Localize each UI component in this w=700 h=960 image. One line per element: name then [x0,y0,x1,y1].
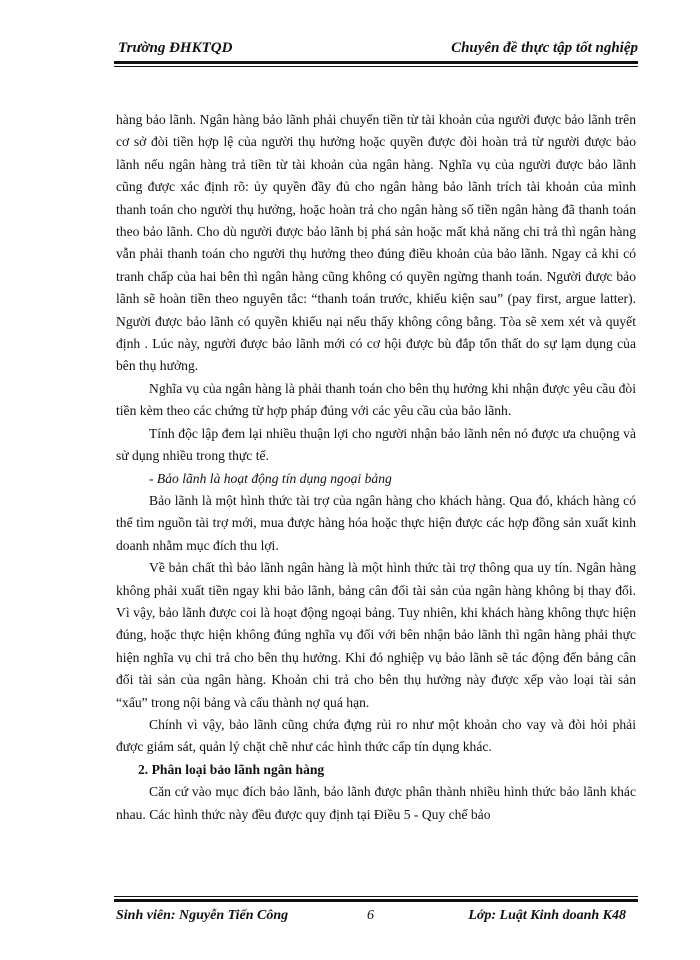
header-school: Trường ĐHKTQD [118,40,233,56]
page-number: 6 [367,908,374,923]
subheading-off-balance: - Bảo lãnh là hoạt động tín dụng ngoại bảng [149,470,392,486]
footer-student: Sinh viên: Nguyễn Tiến Công [116,908,289,923]
paragraph-classification: Căn cứ vào mục đích bảo lãnh, bảo lãnh được phân thành nhiều hình thức bảo lãnh khác nhau. Các hình thức này đều được quy định tại Điều 5 - Quy chế bảo [116,784,636,822]
page-header [114,38,638,60]
paragraph-independence: Tính độc lập đem lại nhiều thuận lợi cho người nhận bảo lãnh nên nó được ưa chuộng và sử dụng nhiều trong thực tế. [116,425,636,464]
page-body [116,109,636,826]
page-footer [114,905,638,927]
paragraph-nature: Về bản chất thì bảo lãnh ngân hàng là một hình thức tài trợ thông qua uy tín. Ngân hàng không phải xuất tiền ngay khi bảo lãnh, bảng cân đối tài sản của ngân hàng không bị thay đổi. Vì vậy, bảo lãnh được coi là hoạt động ngoại bảng. Tuy nhiên, khi khách hàng không thực hiện đúng, hoặc thực hiện không đúng nghĩa vụ đối với bên nhận bảo lãnh thì ngân hàng phải thực hiện nghĩa vụ chi trả cho bên thụ hưởng. Khi đó nghiệp vụ bảo lãnh sẽ tác động đến bảng cân đối tài sản của ngân hàng. Khoản chi trả cho bên thụ hưởng này được xếp vào loại tài sản “xấu” trong nội bảng và cấu thành nợ quá hạn. [116,560,636,710]
paragraph-risk: Chính vì vậy, bảo lãnh cũng chứa đựng rủi ro như một khoản cho vay và đòi hỏi phải được giám sát, quản lý chặt chẽ như các hình thức cấp tín dụng khác. [116,716,636,755]
header-rule-thick [114,61,638,64]
footer-rule-thin [114,896,638,897]
paragraph-continuation: hàng bảo lãnh. Ngân hàng bảo lãnh phải chuyển tiền từ tài khoản của người được bảo lãnh trên cơ sở đòi tiền hợp lệ của người thụ hưởng hoặc quyền được đòi hoàn trả từ người được bảo lãnh nếu ngân hàng trả tiền từ tài khoản của ngân hàng. Nghĩa vụ của người được bảo lãnh cũng được xác định rõ: ủy quyền đầy đủ cho ngân hàng bảo lãnh trích tài khoản của mình thanh toán cho người thụ hưởng, hoặc hoàn trả cho ngân hàng số tiền ngân hàng đã thanh toán theo bảo lãnh. Cho dù người được bảo lãnh bị phá sản hoặc mất khả năng chi trả thì ngân hàng vẫn phải thanh toán cho người thụ hưởng theo đúng điều khoản của bảo lãnh. Ngay cả khi có tranh chấp của hai bên thì ngân hàng cũng không có quyền ngừng thanh toán. Người được bảo lãnh sẽ hoàn tiền theo nguyên tắc: “thanh toán trước, khiếu kiện sau” (pay first, argue latter). Người được bảo lãnh có quyền khiếu nại nếu thấy không công bằng. Tòa sẽ xem xét và quyết định . Lúc này, người được bảo lãnh mới có cơ hội được bù đắp tổn thất do sự lạm dụng của bên thụ hưởng. [116,112,636,374]
footer-class: Lớp: Luật Kinh doanh K48 [468,908,626,923]
section-heading-classification: 2. Phân loại bảo lãnh ngân hàng [138,761,325,777]
header-title: Chuyên đề thực tập tốt nghiệp [451,40,638,56]
header-rule-thin [114,66,638,67]
paragraph-bank-obligation: Nghĩa vụ của ngân hàng là phải thanh toán cho bên thụ hưởng khi nhận được yêu cầu đòi tiền kèm theo các chứng từ hợp pháp đúng với các yêu cầu của bảo lãnh. [116,380,636,419]
paragraph-financing: Bảo lãnh là một hình thức tài trợ của ngân hàng cho khách hàng. Qua đó, khách hàng có thể tìm nguồn tài trợ mới, mua được hàng hóa hoặc thực hiện được các hợp đồng sản xuất kinh doanh nhằm mục đích thu lợi. [116,492,636,553]
footer-rule-thick [114,899,638,902]
